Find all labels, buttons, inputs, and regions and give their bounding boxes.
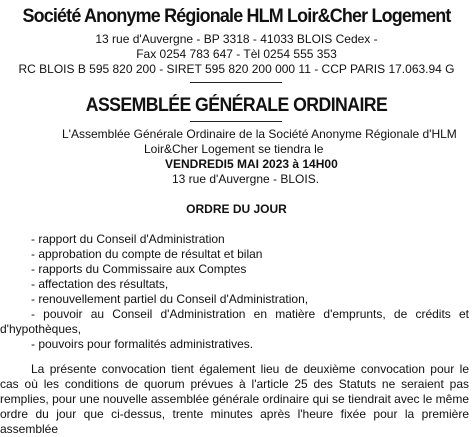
agenda-list	[0, 232, 473, 352]
intro-line: L'Assemblée Générale Ordinaire de la Société Anonyme Régionale d'HLM	[62, 127, 457, 141]
agenda-item: - approbation du compte de résultat et bilan	[31, 247, 263, 261]
assembly-heading: ASSEMBLÉE GÉNÉRALE ORDINAIRE	[85, 95, 388, 116]
agenda-item: - pouvoirs pour formalités administratives.	[31, 337, 254, 351]
agenda-item: - rapports du Commissaire aux Comptes	[31, 262, 247, 276]
agenda-item: - renouvellement partiel du Conseil d'Administration,	[31, 292, 309, 306]
agenda-item: - affectation des résultats,	[31, 277, 169, 291]
registry-line: RC BLOIS B 595 820 200 - SIRET 595 820 200 000 11 - CCP PARIS 17.063.94 G	[18, 62, 455, 76]
meeting-date: VENDREDI5 MAI 2023 à 14H00	[165, 157, 338, 171]
contact-line: Fax 0254 783 647 - Tèl 0254 555 353	[136, 47, 337, 61]
agenda-item: - rapport du Conseil d'Administration	[31, 232, 225, 246]
header-divider	[190, 82, 282, 83]
address-line: 13 rue d'Auvergne - BP 3318 - 41033 BLOIS Cedex -	[95, 32, 378, 46]
intro-line: Loir&Cher Logement se tiendra le	[144, 142, 324, 156]
company-title: Société Anonyme Régionale HLM Loir&Cher Logement	[22, 5, 451, 27]
agenda-item: - pouvoir au Conseil d'Administration en matière d'emprunts, de crédits et d'hypothèques,	[0, 307, 469, 336]
meeting-location: 13 rue d'Auvergne - BLOIS.	[172, 172, 320, 186]
heading-divider	[190, 121, 282, 122]
agenda-title: ORDRE DU JOUR	[186, 202, 287, 216]
closing-paragraph: La présente convocation tient également lieu de deuxième convocation pour le cas où les conditions de quorum prévues à l'article 25 des Statuts ne seraient pas remplies, pour une nouvelle assemblée générale ordinaire qui se tiendrait avec le même ordre du jour que ci-dessus, trente minutes après l'heure fixée pour la première assemblée	[0, 362, 469, 436]
